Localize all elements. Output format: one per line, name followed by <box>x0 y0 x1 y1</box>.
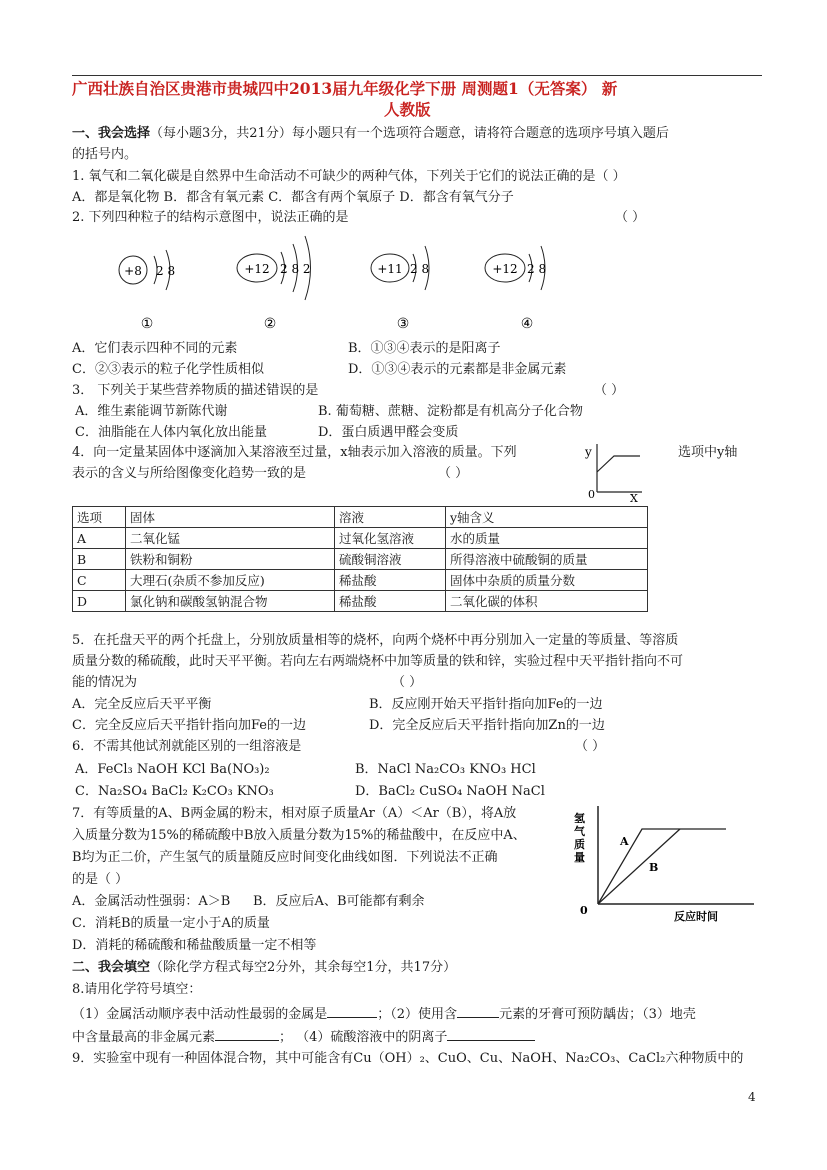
q6-stem: 6．不需其他试剂就能区别的一组溶液是 <box>72 739 302 754</box>
page-number: 4 <box>748 1090 756 1104</box>
table-row <box>73 528 648 549</box>
atom3-label: ③ <box>396 316 410 332</box>
doc-title-line1: 广西壮族自治区贵港市贵城四中2013届九年级化学下册 周测题1（无答案） 新 <box>72 79 618 98</box>
q5-option-c: C．完全反应后天平指针指向加Fe的一边 <box>72 718 306 733</box>
table-row <box>73 591 648 612</box>
q2-option-c: C．②③表示的粒子化学性质相似 <box>72 362 264 377</box>
q3-option-c: C．油脂能在人体内氧化放出能量 <box>75 425 267 440</box>
q6-option-a: A．FeCl₃ NaOH KCl Ba(NO₃)₂ <box>75 762 270 777</box>
atom-diagram-4 <box>485 246 546 332</box>
q1-stem: 1. 氧气和二氧化碳是自然界中生命活动不可缺少的两种气体，下列关于它们的说法正确的是（ ） <box>72 169 626 184</box>
q2-option-b: B．①③④表示的是阳离子 <box>348 341 501 356</box>
atom4-shells: 2 8 <box>527 262 547 276</box>
q5-stem-line1: 5．在托盘天平的两个托盘上，分别放质量相等的烧杯，向两个烧杯中再分别加入一定量的等质量、等溶质 <box>72 633 679 648</box>
table-cell: 二氧化碳的体积 <box>446 591 648 612</box>
table-cell: 稀盐酸 <box>335 570 446 591</box>
q5-option-a: A．完全反应后天平平衡 <box>72 697 212 712</box>
q5-stem-line3: 能的情况为 <box>72 675 138 690</box>
section2-heading: 二、我会填空 <box>72 960 151 975</box>
q7-option-b: B．反应后A、B可能都有剩余 <box>253 894 425 909</box>
q7-graph-y-label-4: 量 <box>574 851 585 864</box>
q6-option-d: D．BaCl₂ CuSO₄ NaOH NaCl <box>355 784 545 799</box>
q7-graph-y-label-2: 气 <box>574 825 585 838</box>
q3-stem: 3． 下列关于某些营养物质的描述错误的是 <box>72 383 319 398</box>
q7-option-c: C．消耗B的质量一定小于A的质量 <box>72 916 270 931</box>
table-cell: B <box>73 549 126 570</box>
table-header-cell: 固体 <box>126 507 335 528</box>
table-cell: 水的质量 <box>446 528 648 549</box>
table-header-cell: y轴含义 <box>446 507 648 528</box>
section2-desc: （除化学方程式每空2分外，其余每空1分，共17分） <box>150 960 457 975</box>
atom1-shells: 2 8 <box>156 264 176 278</box>
atom-diagram-2 <box>237 236 311 332</box>
q8-line1 <box>72 1004 696 1024</box>
atom3-nucleus: +11 <box>377 262 403 276</box>
table-cell: 所得溶液中硫酸铜的质量 <box>446 549 648 570</box>
section1-line1 <box>72 125 669 143</box>
q8-part2: ；（2）使用含 <box>377 1007 458 1022</box>
table-header-cell: 溶液 <box>335 507 446 528</box>
q3-option-d: D．蛋白质遇甲醛会变质 <box>318 425 459 440</box>
atom1-label: ① <box>140 316 154 332</box>
table-cell: 硫酸铜溶液 <box>335 549 446 570</box>
section1-heading: 一、我会选择 <box>72 126 151 141</box>
table-cell: C <box>73 570 126 591</box>
q7-graph-x-label: 反应时间 <box>674 910 718 923</box>
section1-desc2: 的括号内。 <box>72 147 138 162</box>
q7-stem-line2: 入质量分数为15%的稀硫酸中B放入质量分数为15%的稀盐酸中，在反应中A、 <box>72 828 526 843</box>
q8-line2 <box>72 1027 535 1047</box>
atom-diagram-3 <box>371 246 429 332</box>
atom4-label: ④ <box>520 316 534 332</box>
q4-graph-y-label: y <box>585 445 592 459</box>
q4-graph-origin: 0 <box>588 488 595 501</box>
q8-part3: 元素的牙膏可预防龋齿；（3）地壳 <box>499 1007 696 1022</box>
q4-graph-x-label: X <box>630 492 638 502</box>
atom4-nucleus: +12 <box>492 262 518 276</box>
q7-stem-line1: 7．有等质量的A、B两金属的粉末，相对原子质量Ar（A）＜Ar（B），将A放 <box>72 806 517 821</box>
q7-graph-y-label-1: 氢 <box>574 812 585 825</box>
table-cell: D <box>73 591 126 612</box>
atom2-shells: 2 8 2 <box>280 262 311 276</box>
table-cell: A <box>73 528 126 549</box>
q4-graph <box>580 440 650 502</box>
table-cell: 稀盐酸 <box>335 591 446 612</box>
q2-option-d: D．①③④表示的元素都是非金属元素 <box>348 362 567 377</box>
table-row <box>73 549 648 570</box>
q7-graph-y-label-3: 质 <box>574 838 585 851</box>
q9-stem: 9．实验室中现有一种固体混合物，其中可能含有Cu（OH）₂、CuO、Cu、NaOH、Na₂CO₃、CaCl₂六种物质中的 <box>72 1051 744 1066</box>
table-cell: 大理石(杂质不参加反应) <box>126 570 335 591</box>
section2-line <box>72 959 456 977</box>
q8-blank-3[interactable] <box>215 1027 279 1041</box>
q8-part1: （1）金属活动顺序表中活动性最弱的金属是 <box>72 1007 328 1022</box>
q3-answer-paren: （ ） <box>594 383 625 398</box>
q5-option-d: D．完全反应后天平指针指向加Zn的一边 <box>369 718 605 733</box>
table-cell: 固体中杂质的质量分数 <box>446 570 648 591</box>
table-header-row <box>73 507 648 528</box>
q8-part5: ； （4）硫酸溶液中的阴离子 <box>279 1030 448 1045</box>
q4-answer-paren: （ ） <box>438 466 469 481</box>
q4-stem-line1-end: 选项中y轴 <box>678 445 738 460</box>
q5-option-b: B．反应刚开始天平指针指向加Fe的一边 <box>369 697 603 712</box>
q2-option-a: A．它们表示四种不同的元素 <box>72 341 238 356</box>
table-cell: 氯化钠和碳酸氢钠混合物 <box>126 591 335 612</box>
q6-option-c: C．Na₂SO₄ BaCl₂ K₂CO₃ KNO₃ <box>75 784 274 799</box>
q7-stem-line4: 的是（ ） <box>72 872 129 887</box>
title-rule <box>72 75 762 76</box>
q4-stem-line2: 表示的含义与所给图像变化趋势一致的是 <box>72 466 307 481</box>
q4-stem-line1: 4．向一定量某固体中逐滴加入某溶液至过量，x轴表示加入溶液的质量。下列 <box>72 445 517 460</box>
q2-stem: 2. 下列四种粒子的结构示意图中，说法正确的是 <box>72 210 349 225</box>
q7-option-a: A．金属活动性强弱：A＞B <box>72 894 231 909</box>
q3-option-a: A．维生素能调节新陈代谢 <box>75 404 228 419</box>
atom1-nucleus: +8 <box>124 264 142 278</box>
q6-option-b: B．NaCl Na₂CO₃ KNO₃ HCl <box>355 762 536 777</box>
q4-options-table <box>72 506 648 612</box>
q6-answer-paren: （ ） <box>575 739 606 754</box>
q2-answer-paren: （ ） <box>615 210 646 225</box>
table-cell: 铁粉和铜粉 <box>126 549 335 570</box>
q5-stem-line2: 质量分数的稀硫酸，此时天平平衡。若向左右两端烧杯中加等质量的铁和锌，实验过程中天平指针指向不可 <box>72 654 684 669</box>
table-header-cell: 选项 <box>73 507 126 528</box>
q7-line-b-label: B <box>649 861 659 874</box>
q8-blank-2[interactable] <box>457 1004 499 1018</box>
atom3-shells: 2 8 <box>410 262 430 276</box>
doc-title-line2: 人教版 <box>384 100 431 119</box>
q8-blank-4[interactable] <box>447 1027 535 1041</box>
q7-line-a-label: A <box>620 835 629 848</box>
table-cell: 过氧化氢溶液 <box>335 528 446 549</box>
q8-blank-1[interactable] <box>327 1004 377 1018</box>
q1-options: A．都是氧化物 B．都含有氧元素 C．都含有两个氧原子 D．都含有氧气分子 <box>72 190 514 205</box>
q8-stem: 8.请用化学符号填空： <box>72 982 202 997</box>
q5-answer-paren: （ ） <box>392 675 423 690</box>
atom2-nucleus: +12 <box>244 262 270 276</box>
atom2-label: ② <box>263 316 277 332</box>
table-row <box>73 570 648 591</box>
q7-graph <box>566 800 766 925</box>
q8-part4: 中含量最高的非金属元素 <box>72 1030 216 1045</box>
atomic-structure-diagrams <box>100 232 570 334</box>
q7-graph-origin: 0 <box>580 904 588 917</box>
table-cell: 二氧化锰 <box>126 528 335 549</box>
section1-desc1: （每小题3分，共21分）每小题只有一个选项符合题意，请将符合题意的选项序号填入题后 <box>150 126 669 141</box>
q7-stem-line3: B均为正二价，产生氢气的质量随反应时间变化曲线如图．下列说法不正确 <box>72 850 498 865</box>
q3-option-b: B. 葡萄糖、蔗糖、淀粉都是有机高分子化合物 <box>318 404 583 419</box>
atom-diagram-1 <box>119 250 175 332</box>
q7-option-d: D．消耗的稀硫酸和稀盐酸质量一定不相等 <box>72 938 317 953</box>
